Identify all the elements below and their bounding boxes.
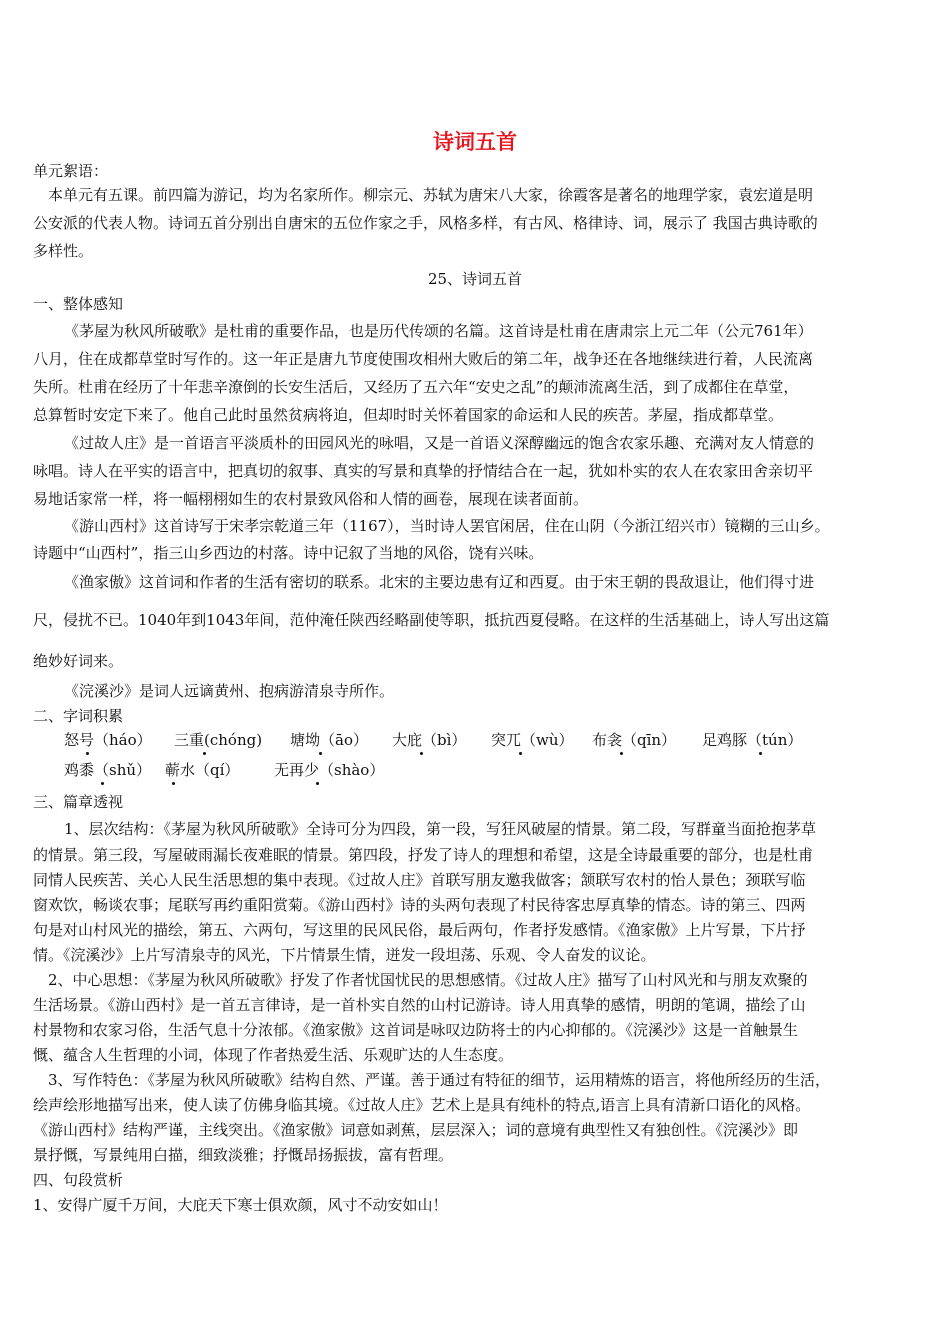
section3-heading: 三、篇章透视 <box>33 793 124 811</box>
section3-line-13: 《游山西村》结构严谨，主线突出。《渔家傲》词意如剥蕉，层层深入；词的意境有典型性又有独创性。《浣溪沙》即 <box>33 1121 799 1139</box>
section1-line-3: 失所。杜甫在经历了十年悲辛潦倒的长安生活后，又经历了五六年“安史之乱”的颠沛流离生活，到了成都住在草堂， <box>33 378 799 396</box>
emphasis-dot <box>519 752 522 755</box>
section3-line-3: 同情人民疾苦、关心人民生活思想的集中表现。《过故人庄》首联写朋友邀我做客；颔联写农村的怡人景色；颈联写临 <box>33 871 806 889</box>
section1-line-8: 《游山西村》这首诗写于宋孝宗乾道三年（1167），当时诗人罢官闲居，住在山阴（今浙江绍兴市）镜糊的三山乡。 <box>64 517 830 535</box>
section1-heading: 一、整体感知 <box>33 295 124 313</box>
section3-line-12: 绘声绘形地描写出来，使人读了仿佛身临其境。《过故人庄》艺术上是具有纯朴的特点,语言上具有清新口语化的风格。 <box>33 1096 811 1114</box>
emphasis-dot <box>86 752 89 755</box>
vocab-item: 鸡黍（shǔ） <box>64 761 152 779</box>
emphasis-dot <box>319 752 322 755</box>
section3-line-7: 2、中心思想：《茅屋为秋风所破歌》抒发了作者忧国忧民的思想感情。《过故人庄》描写了山村风光和与朋友欢聚的 <box>48 971 808 989</box>
intro-line-3: 多样性。 <box>33 242 94 260</box>
section3-line-1: 1、层次结构：《茅屋为秋风所破歌》全诗可分为四段，第一段，写狂风破屋的情景。第二段，写群童当面抢抱茅草 <box>64 820 817 838</box>
section3-line-8: 生活场景。《游山西村》是一首五言律诗，是一首朴实自然的山村记游诗。诗人用真挚的感情，明朗的笔调，描绘了山 <box>33 996 806 1014</box>
section1-line-7: 易地话家常一样，将一幅栩栩如生的农村景致风俗和人情的画卷，展现在读者面前。 <box>33 490 589 508</box>
vocab-item: 蕲水（qí） <box>165 761 240 779</box>
section1-line-6: 咏唱。诗人在平实的语言中，把真切的叙事、真实的写景和真挚的抒情结合在一起，犹如朴实的农人在农家田舍亲切平 <box>33 462 814 480</box>
section1-line-4: 总算暂时安定下来了。他自己此时虽然贫病将迫，但却时时关怀着国家的命运和人民的疾苦。茅屋，指成都草堂。 <box>33 406 784 424</box>
section3-line-6: 情。《浣溪沙》上片写清泉寺的风光，下片情景生情，迸发一段坦荡、乐观、令人奋发的议论。 <box>33 946 656 964</box>
section1-line-2: 八月，住在成都草堂时写作的。这一年正是唐九节度使围攻相州大败后的第二年，战争还在各地继续进行着，人民流离 <box>33 350 814 368</box>
vocab-item: 布衾（qīn） <box>592 731 677 749</box>
vocab-item: 怒号（háo） <box>64 731 152 749</box>
section1-line-12: 绝妙好词来。 <box>33 652 124 670</box>
emphasis-dot <box>420 752 423 755</box>
section1-line-1: 《茅屋为秋风所破歌》是杜甫的重要作品，也是历代传颂的名篇。这首诗是杜甫在唐肃宗上元二年（公元761年） <box>64 322 813 340</box>
intro-heading: 单元絮语： <box>33 162 109 180</box>
vocab-item: 突兀（wù） <box>491 731 574 749</box>
section4-heading: 四、句段赏析 <box>33 1171 124 1189</box>
section1-line-10: 《渔家傲》这首词和作者的生活有密切的联系。北宋的主要边患有辽和西夏。由于宋王朝的畏敌退让，他们得寸进 <box>64 573 815 591</box>
emphasis-dot <box>203 752 206 755</box>
section3-line-2: 的情景。第三段，写屋破雨漏长夜难眠的情景。第四段，抒发了诗人的理想和希望，这是全诗最重要的部分，也是杜甫 <box>33 846 814 864</box>
vocab-item: 无再少（shào） <box>274 761 385 779</box>
intro-line-1: 本单元有五课。前四篇为游记，均为名家所作。柳宗元、苏轼为唐宋八大家，徐霞客是著名的地理学家，袁宏道是明 <box>48 186 814 204</box>
section3-line-9: 村景物和农家习俗，生活气息十分浓郁。《渔家傲》这首词是咏叹边防将士的内心抑郁的。《浣溪沙》这是一首触景生 <box>33 1021 799 1039</box>
vocab-item: 塘坳（āo） <box>290 731 368 749</box>
emphasis-dot <box>316 782 319 785</box>
section4-line-1: 1、安得广厦千万间，大庇天下寒士俱欢颜，风寸不动安如山！ <box>33 1196 448 1214</box>
section2-heading: 二、字词积累 <box>33 707 124 725</box>
section3-line-5: 句是对山村风光的描绘，第五、六两句，写这里的民风民俗，最后两句，作者抒发感情。《渔家傲》上片写景，下片抒 <box>33 921 806 939</box>
section3-line-14: 景抒慨，写景纯用白描，细致淡雅；抒慨昂扬振拔，富有哲理。 <box>33 1146 454 1164</box>
section3-line-4: 窗欢饮，畅谈农事；尾联写再约重阳赏菊。《游山西村》诗的头两句表现了村民待客忠厚真挚的情态。诗的第三、四两 <box>33 896 806 914</box>
emphasis-dot <box>101 782 104 785</box>
emphasis-dot <box>620 752 623 755</box>
page-title: 诗词五首 <box>433 130 517 154</box>
lesson-title: 25、诗词五首 <box>427 270 523 288</box>
intro-line-2: 公安派的代表人物。诗词五首分别出自唐宋的五位作家之手，风格多样，有古风、格律诗、词，展示了 我国古典诗歌的 <box>33 214 818 232</box>
section1-line-13: 《浣溪沙》是词人远谪黄州、抱病游清泉寺所作。 <box>64 682 395 700</box>
vocab-item: 三重(chóng) <box>174 731 263 749</box>
section3-line-10: 慨、蕴含人生哲理的小词，体现了作者热爱生活、乐观旷达的人生态度。 <box>33 1046 514 1064</box>
section1-line-11: 尺，侵扰不已。1040年到1043年间，范仲淹任陕西经略副使等职，抵抗西夏侵略。在这样的生活基础上，诗人写出这篇 <box>33 611 830 629</box>
emphasis-dot <box>759 752 762 755</box>
section1-line-5: 《过故人庄》是一首语言平淡质朴的田园风光的咏唱，又是一首语义深醇幽远的饱含农家乐趣、充满对友人情意的 <box>64 434 815 452</box>
section3-line-11: 3、写作特色：《茅屋为秋风所破歌》结构自然、严谨。善于通过有特征的细节，运用精炼的语言，将他所经历的生活， <box>48 1071 831 1089</box>
vocab-item: 大庇（bì） <box>392 731 467 749</box>
emphasis-dot <box>172 782 175 785</box>
vocab-item: 足鸡豚（tún） <box>702 731 803 749</box>
section1-line-9: 诗题中“山西村”，指三山乡西边的村落。诗中记叙了当地的风俗，饶有兴味。 <box>33 544 544 562</box>
